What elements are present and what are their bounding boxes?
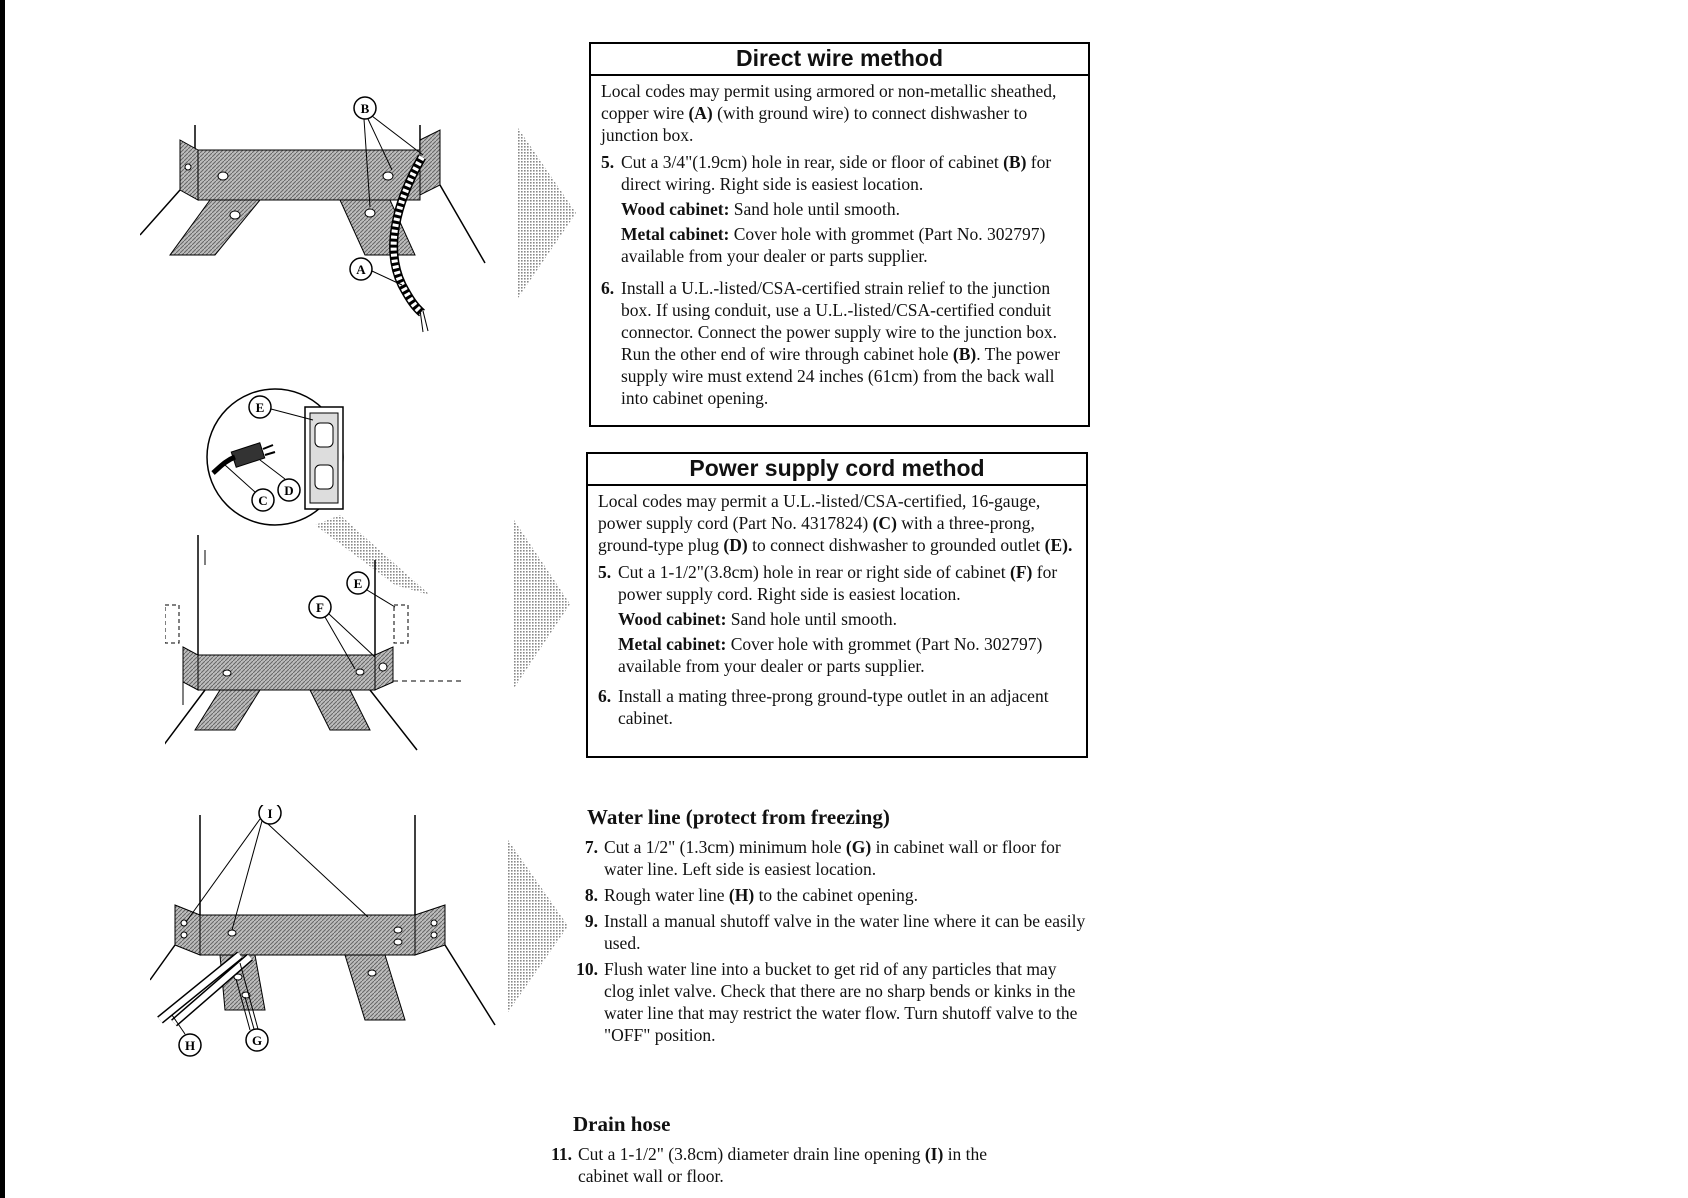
- drain-hose-heading: Drain hose: [573, 1112, 671, 1136]
- drain-hose-step-11: 11. Cut a 1-1/2" (3.8cm) diameter drain line opening (I) in the cabinet wall or floor.: [551, 1144, 988, 1186]
- water-line-step: 8. Rough water line (H) to the cabinet opening.: [584, 885, 918, 905]
- power-cord-intro: Local codes may permit a U.L.-listed/CSA-certified, 16-gauge, power supply cord (Part No. 4317824) (C) with a three-prong, ground-type plug (D) to connect dishwasher to grounded outlet (E).: [598, 491, 1073, 555]
- callout-h: H: [184, 1038, 196, 1053]
- callout-d: D: [284, 483, 294, 498]
- callout-f: F: [316, 600, 324, 615]
- power-cord-box: [586, 452, 1088, 758]
- water-line-step: 7. Cut a 1/2" (1.3cm) minimum hole (G) in cabinet wall or floor for water line. Left side is easiest location.: [584, 837, 1061, 879]
- power-cord-title: Power supply cord method: [588, 454, 1086, 486]
- callout-c: C: [258, 493, 268, 508]
- callout-e-outlet: E: [255, 400, 265, 415]
- direct-wire-step-6: 6. Install a U.L.-listed/CSA-certified strain relief to the junction box. If using conduit, use a U.L.-listed/CSA-certified conduit connector. Connect the power supply wire to the junction box. Run the other end of wire through cabinet hole (B). The power supply wire must extend 24 inches (61cm) from the back wall into cabinet opening.: [601, 278, 1060, 408]
- power-cord-wood-note: Wood cabinet: Sand hole until smooth.: [618, 609, 898, 629]
- direct-wire-metal-note: Metal cabinet: Cover hole with grommet (Part No. 302797) available from your dealer or parts supplier.: [621, 224, 1046, 266]
- power-cord-metal-note: Metal cabinet: Cover hole with grommet (Part No. 302797) available from your dealer or parts supplier.: [618, 634, 1043, 676]
- direct-wire-title: Direct wire method: [591, 44, 1088, 76]
- callout-i: I: [267, 806, 273, 821]
- callout-b: B: [360, 101, 370, 116]
- water-line-steps: [564, 832, 1089, 1046]
- power-cord-step-5: 5. Cut a 1-1/2"(3.8cm) hole in rear or right side of cabinet (F) for power supply cord. Right side is easiest location.: [598, 562, 1058, 604]
- page-edge-rule: [0, 0, 5, 1198]
- callout-a: A: [356, 262, 366, 277]
- callout-e-cabinet: E: [353, 576, 363, 591]
- arrow-water-line: [508, 840, 570, 1012]
- direct-wire-illustration: [140, 85, 520, 350]
- arrow-power-cord: [514, 520, 572, 688]
- power-cord-step-6: 6. Install a mating three-prong ground-type outlet in an adjacent cabinet.: [598, 686, 1049, 728]
- water-line-step: 9. Install a manual shutoff valve in the water line where it can be easily used.: [584, 911, 1086, 953]
- direct-wire-intro: Local codes may permit using armored or non-metallic sheathed, copper wire (A) (with ground wire) to connect dishwasher to junction box.: [601, 81, 1057, 145]
- callout-g: G: [251, 1033, 263, 1048]
- direct-wire-wood-note: Wood cabinet: Sand hole until smooth.: [621, 199, 901, 219]
- direct-wire-box: [589, 42, 1090, 427]
- drain-hose-steps: [538, 1139, 1038, 1187]
- water-line-heading: Water line (protect from freezing): [587, 805, 890, 829]
- water-line-illustration: [150, 805, 510, 1060]
- power-cord-illustration: [165, 385, 475, 795]
- arrow-direct-wire: [518, 128, 578, 298]
- water-line-step: 10. Flush water line into a bucket to get rid of any particles that may clog inlet valve. Check that there are no sharp bends or kinks in the water line that may restrict the water flow. Turn shutoff valve to the "OFF" position.: [576, 959, 1078, 1045]
- direct-wire-step-5: 5. Cut a 3/4"(1.9cm) hole in rear, side or floor of cabinet (B) for direct wiring. Right side is easiest location.: [601, 152, 1052, 194]
